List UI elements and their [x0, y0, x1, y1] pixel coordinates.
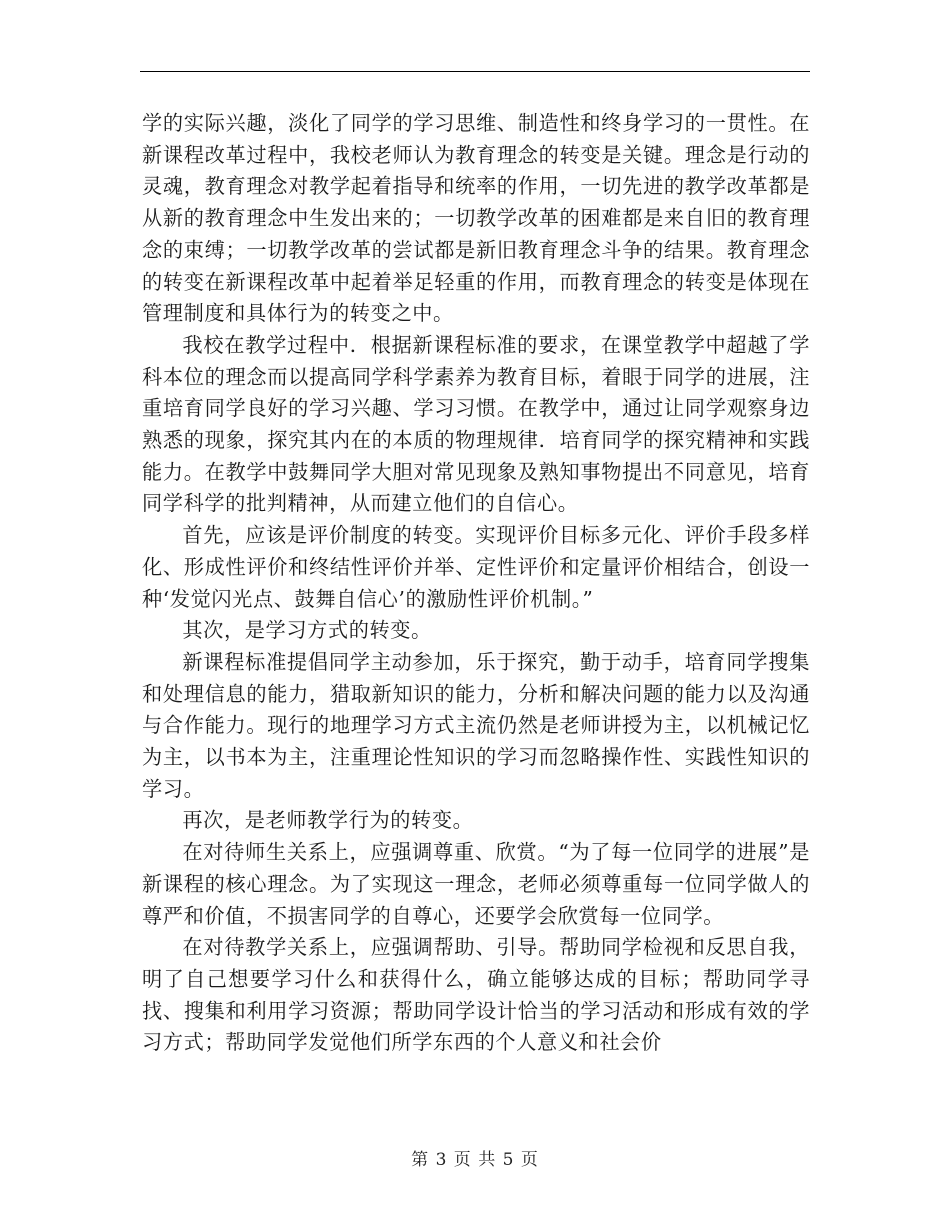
page-number: 第 3 页 共 5 页: [411, 1150, 539, 1170]
paragraph-2: 我校在教学过程中．根据新课程标准的要求，在课堂教学中超越了学科本位的理念而以提高同学科学素养为教育目标，着眼于同学的进展，注重培育同学良好的学习兴趣、学习习惯。在教学中，通过让同学观察身边熟悉的现象，探究其内在的本质的物理规律．培育同学的探究精神和实践能力。在教学中鼓舞同学大胆对常见现象及熟知事物提出不同意见，培育同学科学的批判精神，从而建立他们的自信心。: [142, 332, 810, 516]
paragraph-4: 其次，是学习方式的转变。: [182, 618, 432, 643]
paragraph-5: 新课程标准提倡同学主动参加，乐于探究，勤于动手，培育同学搜集和处理信息的能力，猎取新知识的能力，分析和解决问题的能力以及沟通与合作能力。现行的地理学习方式主流仍然是老师讲授为主，以机械记忆为主，以书本为主，注重理论性知识的学习而忽略操作性、实践性知识的学习。: [142, 649, 810, 801]
paragraph-7: 在对待师生关系上，应强调尊重、欣赏。“为了每一位同学的进展”是新课程的核心理念。为了实现这一理念，老师必须尊重每一位同学做人的尊严和价值，不损害同学的自尊心，还要学会欣赏每一位同学。: [142, 840, 810, 928]
header-rule: [140, 71, 810, 72]
paragraph-1: 学的实际兴趣，淡化了同学的学习思维、制造性和终身学习的一贯性。在新课程改革过程中，我校老师认为教育理念的转变是关键。理念是行动的灵魂，教育理念对教学起着指导和统率的作用，一切先进的教学改革都是从新的教育理念中生发出来的；一切教学改革的困难都是来自旧的教育理念的束缚；一切教学改革的尝试都是新旧教育理念斗争的结果。教育理念的转变在新课程改革中起着举足轻重的作用，而教育理念的转变是体现在管理制度和具体行为的转变之中。: [142, 111, 810, 326]
body-text: [142, 108, 810, 1059]
paragraph-8: 在对待教学关系上，应强调帮助、引导。帮助同学检视和反思自我，明了自己想要学习什么和获得什么，确立能够达成的目标；帮助同学寻找、搜集和利用学习资源；帮助同学设计恰当的学习活动和形成有效的学习方式；帮助同学发觉他们所学东西的个人意义和社会价: [142, 935, 810, 1055]
paragraph-6: 再次，是老师教学行为的转变。: [182, 808, 474, 833]
paragraph-3: 首先，应该是评价制度的转变。实现评价目标多元化、评价手段多样化、形成性评价和终结性评价并举、定性评价和定量评价相结合，创设一种‘发觉闪光点、鼓舞自信心’的激励性评价机制。”: [142, 523, 810, 611]
